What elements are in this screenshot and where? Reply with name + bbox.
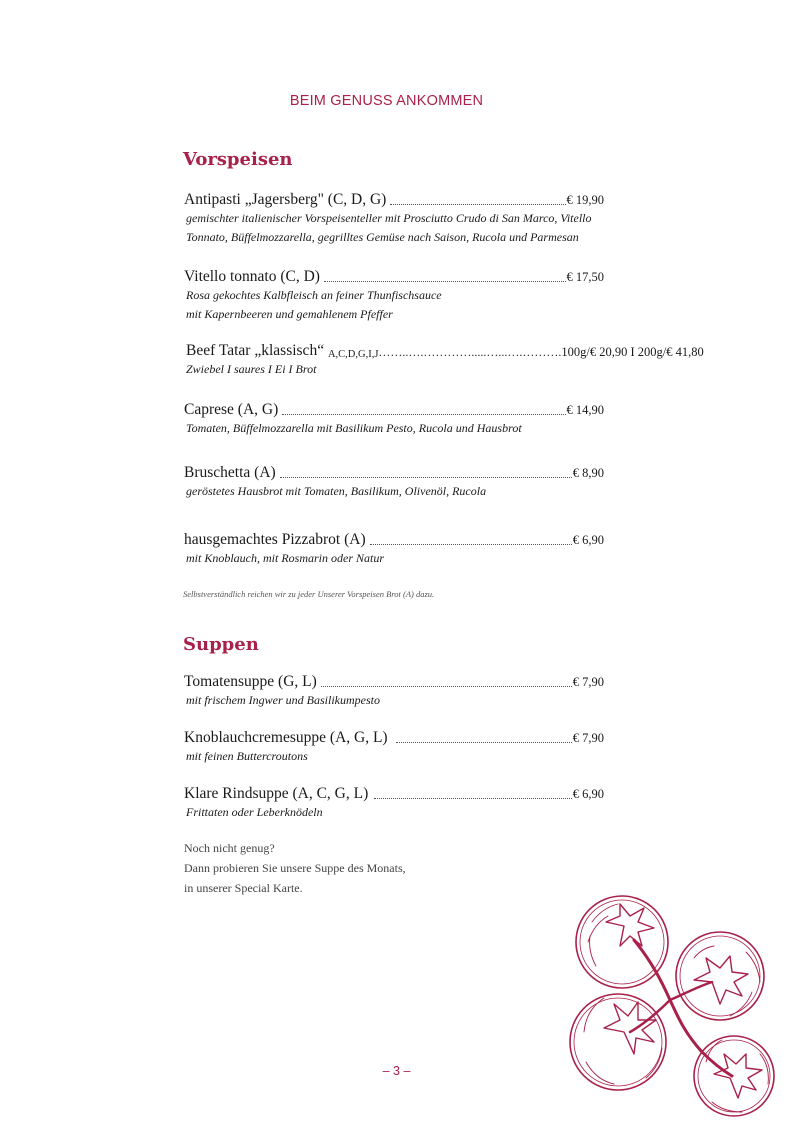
dot-leader (321, 685, 572, 687)
item-description: mit Kapernbeeren und gemahlenem Pfeffer (186, 307, 393, 321)
item-name: Klare Rindsuppe (A, C, G, L) (184, 785, 369, 802)
item-description: Tomaten, Büffelmozzarella mit Basilikum Pesto, Rucola und Hausbrot (186, 421, 522, 435)
item-price: € 19,90 (566, 193, 604, 207)
closing-line: in unserer Special Karte. (184, 881, 303, 895)
item-name: Vitello tonnato (C, D) (184, 268, 320, 285)
menu-item-bruschetta (184, 462, 604, 501)
dot-leader (280, 476, 572, 478)
closing-line: Noch nicht genug? (184, 841, 275, 855)
dot-leader (396, 741, 572, 743)
dot-leader (282, 413, 565, 415)
menu-item-antipasti (184, 189, 604, 247)
item-price: € 7,90 (572, 731, 604, 745)
item-name: Antipasti „Jagersberg" (C, D, G) (184, 191, 387, 208)
soup-of-the-month-note (184, 838, 406, 898)
item-description: Frittaten oder Leberknödeln (186, 805, 323, 819)
item-price: € 14,90 (566, 403, 604, 417)
item-name: Knoblauchcremesuppe (A, G, L) (184, 729, 388, 746)
item-name: Caprese (A, G) (184, 401, 279, 418)
item-price: € 8,90 (572, 466, 604, 480)
item-description: mit Knoblauch, mit Rosmarin oder Natur (186, 551, 385, 565)
item-allergens: A,C,D,G,I,J (327, 349, 379, 360)
dot-leader (370, 543, 572, 545)
dot-leader (390, 203, 565, 205)
item-name: Beef Tatar „klassisch“ (186, 342, 325, 359)
item-price: € 17,50 (566, 270, 604, 284)
menu-item-knoblauchcremesuppe (184, 727, 604, 766)
menu-item-pizzabrot (184, 529, 604, 568)
item-name: Tomatensuppe (G, L) (184, 673, 317, 690)
closing-line: Dann probieren Sie unsere Suppe des Monats, (184, 861, 406, 875)
item-description: mit feinen Buttercroutons (186, 749, 308, 763)
item-name: Bruschetta (A) (184, 464, 276, 481)
item-description: geröstetes Hausbrot mit Tomaten, Basilikum, Olivenöl, Rucola (186, 484, 487, 498)
page-number: – 3 – (382, 1064, 411, 1078)
dot-leader (324, 280, 566, 282)
menu-item-beef-tatar (186, 340, 726, 379)
tomato-vine-illustration-icon (562, 882, 793, 1122)
dot-leader: ……..….………….....…...….………. (378, 345, 562, 359)
page-title: BEIM GENUSS ANKOMMEN (289, 93, 484, 109)
item-description: Zwiebel I saures I Ei I Brot (186, 362, 317, 376)
item-price: € 6,90 (572, 787, 604, 801)
item-price: € 6,90 (572, 533, 604, 547)
bread-note: Selbstverständlich reichen wir zu jeder Unserer Vorspeisen Brot (A) dazu. (183, 589, 435, 599)
item-name: hausgemachtes Pizzabrot (A) (184, 531, 366, 548)
section-heading-starters: Vorspeisen (183, 149, 293, 170)
menu-item-vitello-tonnato (184, 266, 604, 324)
item-description: gemischter italienischer Vorspeisenteller mit Prosciutto Crudo di San Marco, Vitello (186, 211, 592, 225)
menu-item-klare-rindsuppe (184, 783, 604, 822)
item-price: € 7,90 (572, 675, 604, 689)
item-description: Rosa gekochtes Kalbfleisch an feiner Thunfischsauce (186, 288, 442, 302)
item-price: 100g/€ 20,90 I 200g/€ 41,80 (561, 345, 704, 359)
menu-item-tomatensuppe (184, 671, 604, 710)
item-description: mit frischem Ingwer und Basilikumpesto (186, 693, 380, 707)
dot-leader (374, 797, 572, 799)
menu-item-caprese (184, 399, 604, 438)
item-description: Tonnato, Büffelmozzarella, gegrilltes Gemüse nach Saison, Rucola und Parmesan (186, 230, 579, 244)
section-heading-soups: Suppen (183, 634, 259, 655)
